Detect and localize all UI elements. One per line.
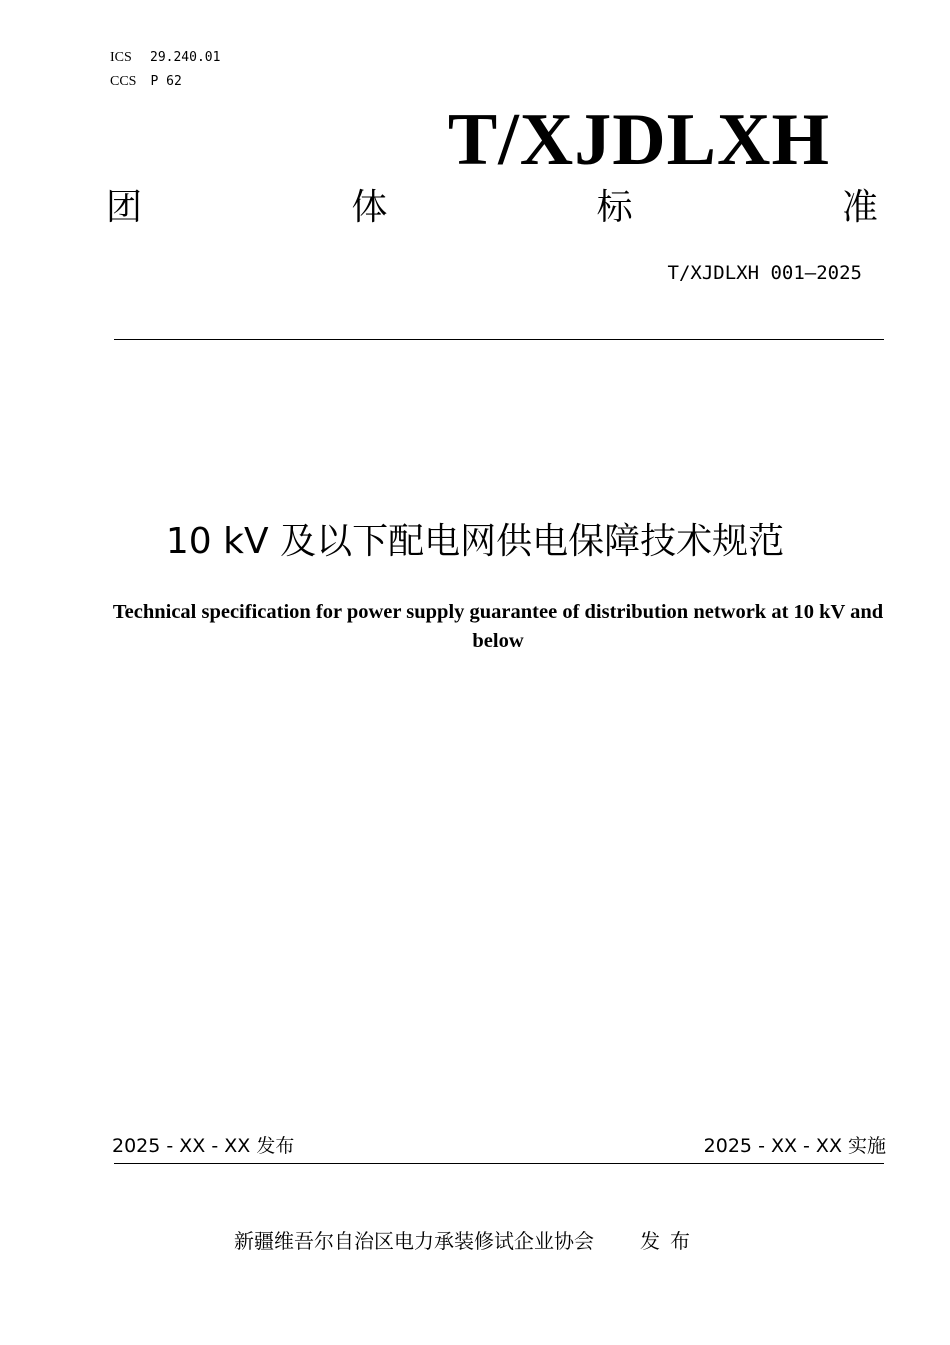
chinese-title: 10 kV 及以下配电网供电保障技术规范 (165, 521, 785, 562)
standard-type (106, 186, 878, 230)
ccs-label: CCS (110, 74, 137, 89)
standard-number: T/XJDLXH 001—2025 (667, 262, 862, 284)
implementation-date: 2025 - XX - XX 实施 (703, 1135, 886, 1157)
standard-type-char: 准 (841, 187, 878, 228)
english-title: Technical specification for power supply guarantee of distribution network at 10 kV and below (112, 601, 884, 652)
standard-type-char: 标 (596, 187, 633, 228)
date-row (112, 1132, 886, 1160)
standard-mark: T/XJDLXH (447, 99, 830, 181)
ics-label: ICS (110, 50, 132, 65)
standard-type-char: 团 (106, 187, 143, 228)
publisher-row (234, 1226, 700, 1256)
ics-row (110, 46, 220, 70)
bottom-divider (114, 1163, 884, 1164)
ccs-code: P 62 (150, 74, 182, 89)
ccs-row (110, 70, 220, 94)
ics-code: 29.240.01 (150, 50, 221, 65)
standard-type-char: 体 (351, 187, 388, 228)
release-date: 2025 - XX - XX 发布 (112, 1135, 295, 1157)
top-divider (114, 339, 884, 340)
publisher-organization: 新疆维吾尔自治区电力承装修试企业协会 (234, 1229, 594, 1253)
classification-block (110, 46, 220, 94)
publisher-action: 发布 (640, 1229, 700, 1253)
